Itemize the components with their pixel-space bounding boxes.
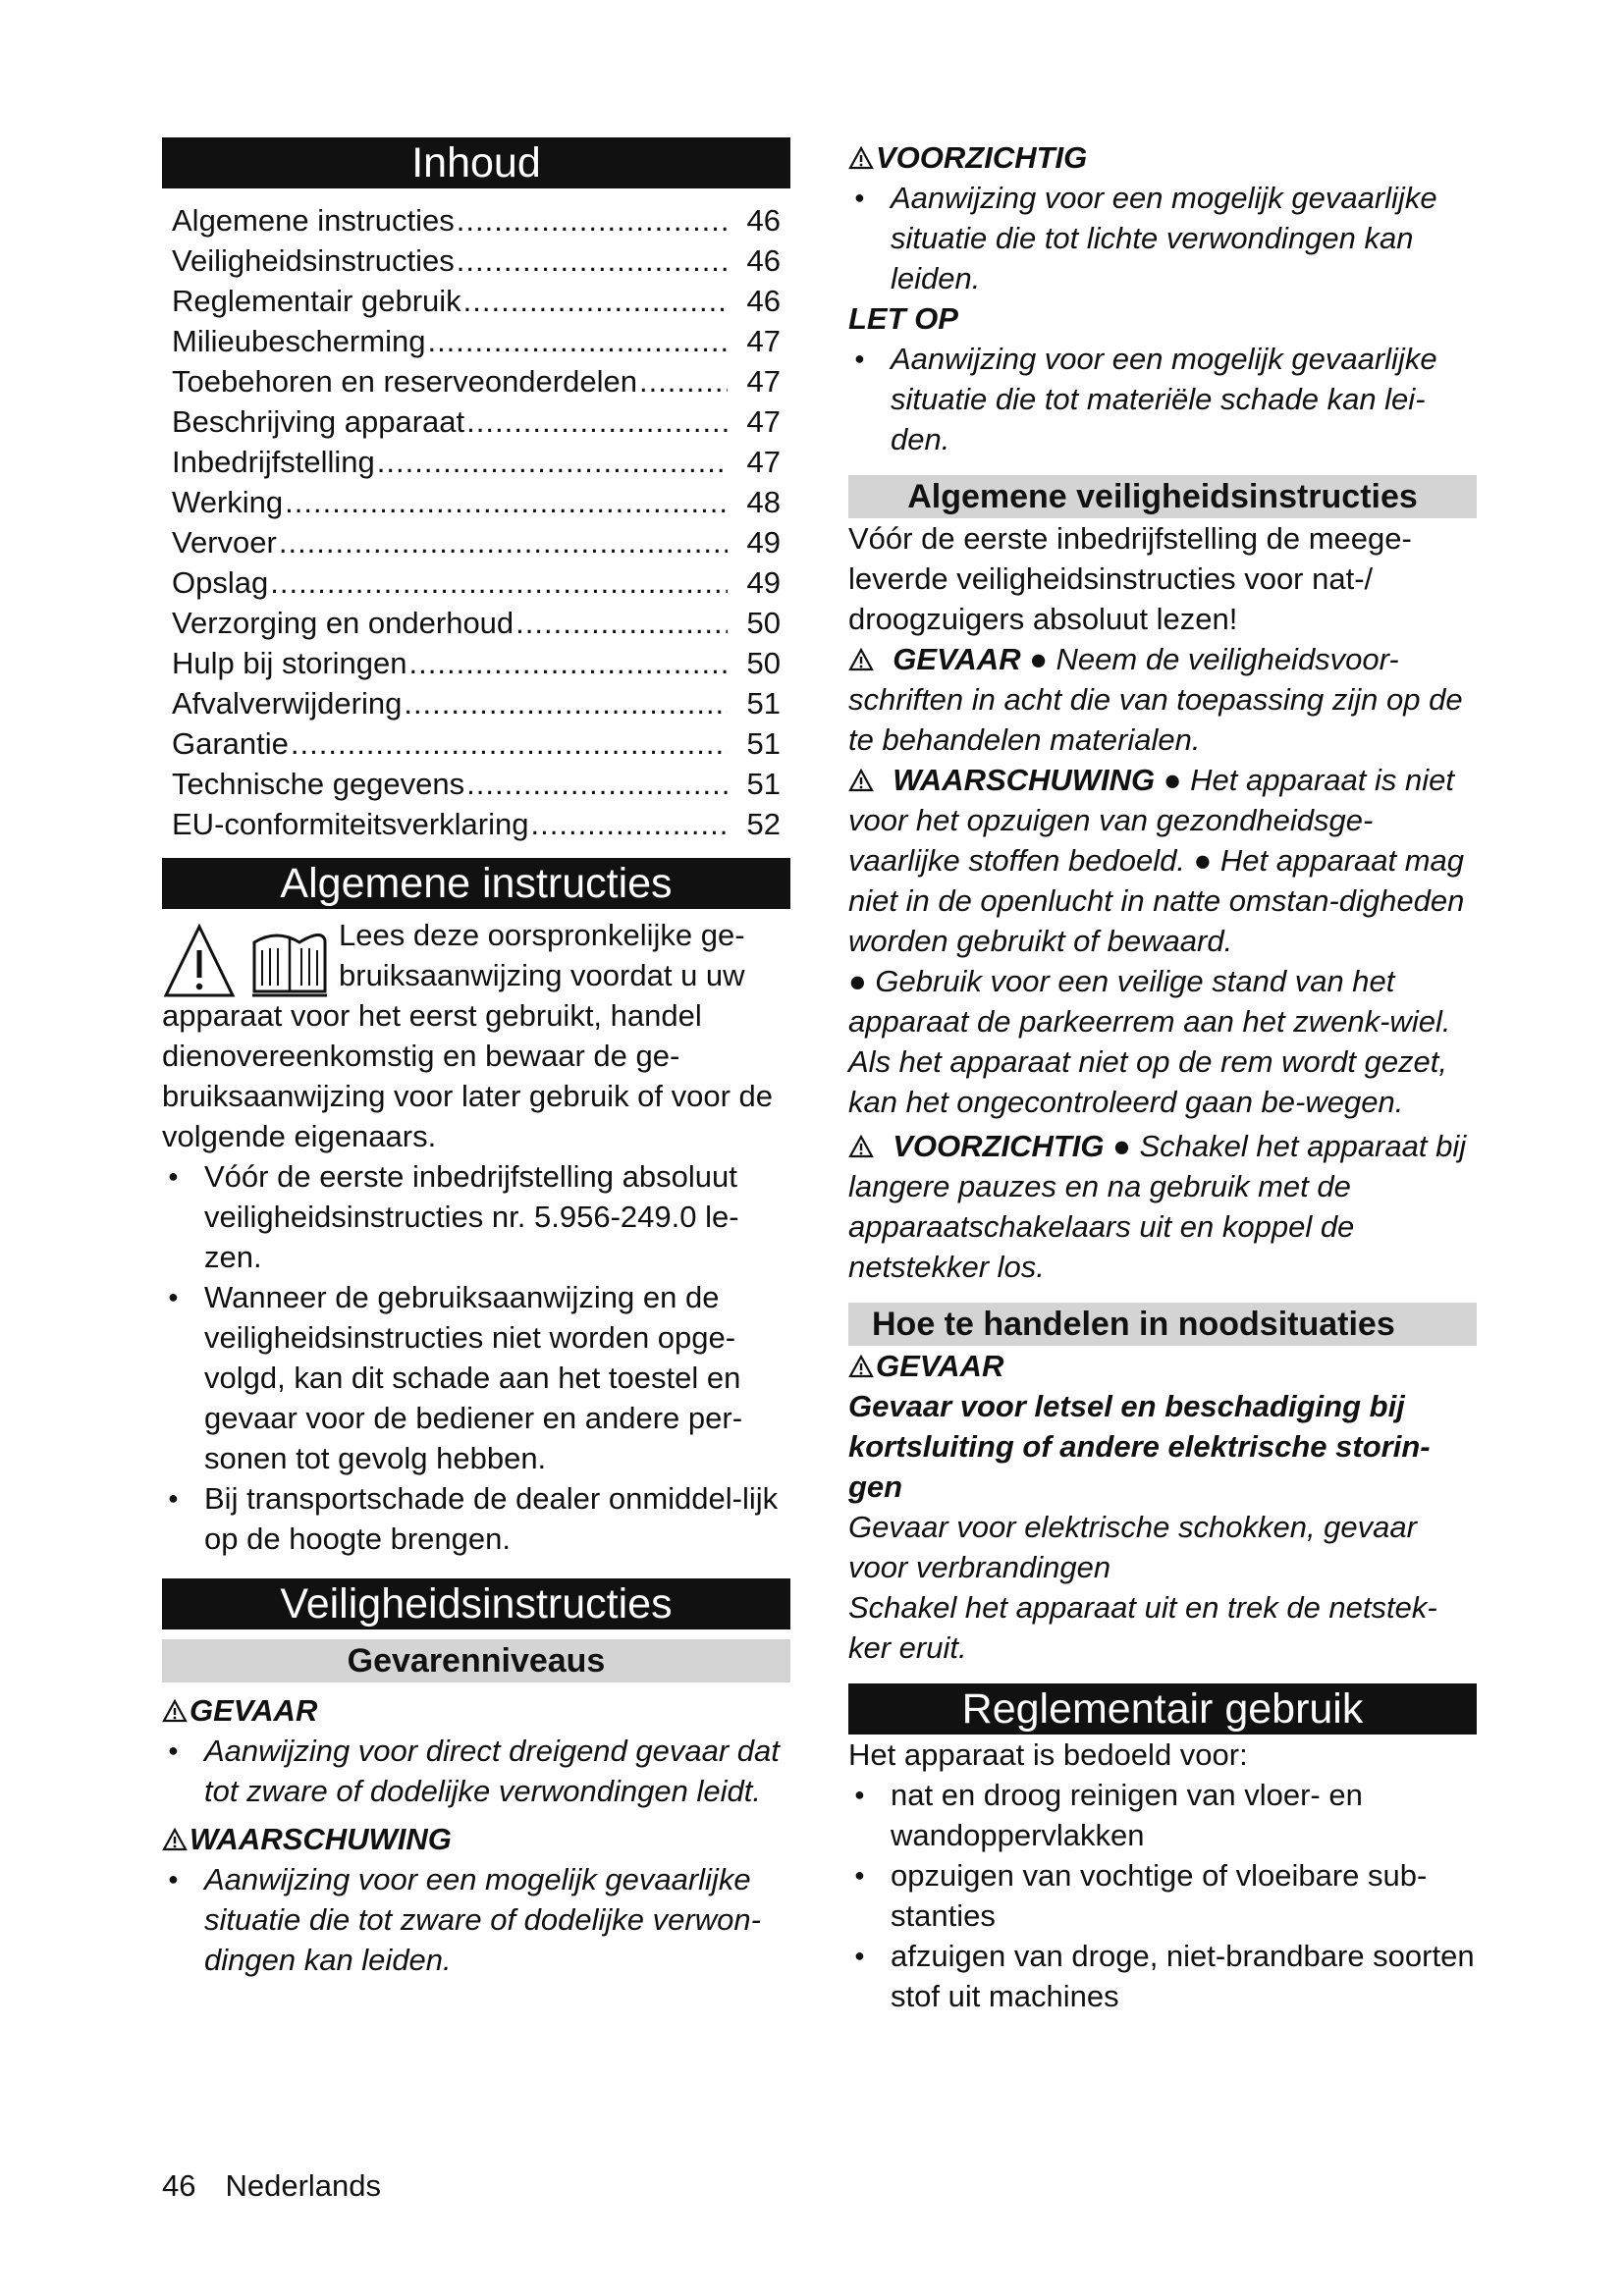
toc-entry-page: 50 (746, 606, 781, 640)
intended-use-list (848, 1775, 1477, 2016)
emergency-danger-label: GEVAAR (848, 1346, 1477, 1386)
toc-entry-page: 46 (746, 243, 781, 278)
toc-entry-page: 51 (746, 686, 781, 721)
general-safety-caution: VOORZICHTIG ● Schakel het apparaat bij langere pauzes en na gebruik met de apparaatschakelaars uit en koppel de netstekker los. (848, 1129, 1467, 1284)
toc-entry-page: 48 (746, 485, 781, 519)
toc-title: Inhoud (162, 137, 790, 188)
warning-triangle-icon (848, 146, 874, 170)
toc-entry-title: Hulp bij storingen (172, 646, 407, 680)
right-column (848, 137, 1477, 2016)
table-of-contents (162, 188, 790, 844)
warning-description: ● Aanwijzing voor een mogelijk gevaarlijke situatie die tot zware of dodelijke verwon-dingen kan leiden. (162, 1859, 790, 1980)
toc-entry-page: 49 (746, 525, 781, 560)
intro-text: apparaat voor het eerst gebruikt, handel dienovereenkomstig en bewaar de ge-bruiksaanwijzing voor later gebruik of voor de volgende eigenaars. (162, 998, 774, 1153)
toc-entry[interactable] (172, 603, 790, 643)
toc-entry-page: 46 (746, 203, 781, 238)
toc-entry[interactable] (172, 401, 790, 442)
general-safety-intro: Vóór de eerste inbedrijfstelling de meege-leverde veiligheidsinstructies voor nat-/ droogzuigers absoluut lezen! (848, 521, 1412, 636)
general-instructions-intro (162, 909, 790, 1156)
toc-entry[interactable] (172, 764, 790, 804)
warning-triangle-icon (162, 1828, 188, 1851)
footer-language: Nederlands (225, 2168, 382, 2203)
emergency-title: Hoe te handelen in noodsituaties (848, 1303, 1477, 1346)
toc-entry[interactable] (172, 281, 790, 321)
caution-description: ● Aanwijzing voor een mogelijk gevaarlijke situatie die tot lichte verwondingen kan leiden. (848, 178, 1477, 298)
left-column (162, 137, 790, 1980)
toc-entry-title: Algemene instructies (172, 203, 455, 238)
toc-entry-title: Vervoer (172, 525, 277, 560)
toc-entry-title: EU-conformiteitsverklaring (172, 807, 529, 841)
toc-entry[interactable] (172, 442, 790, 482)
toc-entry[interactable] (172, 361, 790, 401)
toc-entry[interactable] (172, 482, 790, 522)
toc-entry-title: Opslag (172, 565, 269, 600)
hazard-levels-title: Gevarenniveaus (162, 1639, 790, 1682)
warning-triangle-icon (848, 648, 874, 671)
toc-entry-page: 49 (746, 565, 781, 600)
general-safety-danger: GEVAAR ● Neem de veiligheidsvoor-schriften in acht die van toepassing zijn op de te behandelen materialen. (848, 642, 1463, 757)
notice-label: LET OP (848, 301, 958, 336)
page-number: 46 (162, 2168, 196, 2203)
emergency-text-1: Gevaar voor elektrische schokken, gevaar voor verbrandingen (848, 1510, 1417, 1584)
general-instructions-title: Algemene instructies (162, 858, 790, 909)
warning-triangle-icon (162, 1699, 188, 1723)
warning-label: WAARSCHUWING (162, 1819, 790, 1859)
toc-entry-title: Milieubescherming (172, 324, 426, 358)
intro-line-1: Lees deze oorspronkelijke ge- (339, 918, 745, 952)
toc-entry-page: 50 (746, 646, 781, 680)
toc-entry-title: Inbedrijfstelling (172, 445, 375, 479)
warning-and-manual-icon (162, 921, 335, 1003)
toc-entry-title: Verzorging en onderhoud (172, 606, 514, 640)
toc-entry-title: Technische gegevens (172, 767, 465, 801)
toc-entry-title: Garantie (172, 726, 289, 761)
warning-triangle-icon (848, 1355, 874, 1378)
toc-entry-page: 51 (746, 767, 781, 801)
toc-entry[interactable] (172, 683, 790, 723)
toc-entry-title: Veiligheidsinstructies (172, 243, 455, 278)
danger-label: GEVAAR (162, 1690, 790, 1731)
toc-entry[interactable] (172, 522, 790, 562)
warning-triangle-icon (848, 1135, 874, 1158)
page-footer (162, 2165, 381, 2206)
list-item: ● opzuigen van vochtige of vloeibare sub-stanties (848, 1855, 1477, 1936)
toc-entry-page: 46 (746, 284, 781, 318)
toc-entry[interactable] (172, 723, 790, 764)
intended-use-intro: Het apparaat is bedoeld voor: (848, 1737, 1248, 1772)
toc-entry-page: 47 (746, 445, 781, 479)
toc-entry[interactable] (172, 804, 790, 844)
safety-instructions-title: Veiligheidsinstructies (162, 1578, 790, 1629)
caution-label: VOORZICHTIG (848, 137, 1477, 178)
toc-entry-title: Toebehoren en reserveonderdelen (172, 364, 637, 399)
toc-entry-title: Beschrijving apparaat (172, 404, 465, 439)
toc-entry-page: 47 (746, 404, 781, 439)
toc-entry-title: Werking (172, 485, 284, 519)
toc-entry-page: 52 (746, 807, 781, 841)
danger-description: ● Aanwijzing voor direct dreigend gevaar dat tot zware of dodelijke verwondingen leidt. (162, 1731, 790, 1811)
emergency-text-2: Schakel het apparaat uit en trek de netstek-ker eruit. (848, 1590, 1437, 1665)
toc-entry[interactable] (172, 240, 790, 281)
toc-entry-page: 47 (746, 324, 781, 358)
warning-triangle-icon (848, 769, 874, 792)
notice-description: ● Aanwijzing voor een mogelijk gevaarlijke situatie die tot materiële schade kan lei-den. (848, 339, 1477, 459)
toc-entry[interactable] (172, 321, 790, 361)
general-safety-title: Algemene veiligheidsinstructies (848, 475, 1477, 518)
list-item: ● Wanneer de gebruiksaanwijzing en de veiligheidsinstructies niet worden opge-volgd, kan dit schade aan het toestel en gevaar voor de bediener en andere per-sonen tot gevolg hebben. (162, 1277, 790, 1478)
toc-entry[interactable] (172, 200, 790, 240)
general-safety-warning: WAARSCHUWING ● Het apparaat is niet voor het opzuigen van gezondheidsge-vaarlijke stoffen bedoeld. ● Het apparaat mag niet in de openlucht in natte omstan-digheden worden gebruikt of bewaard. ● Gebruik voor een veilige stand van het apparaat de parkeerrem aan het zwenk-wiel. Als het apparaat niet op de rem wordt gezet, kan het ongecontroleerd gaan be-wegen. (848, 763, 1465, 1119)
list-item: ● Vóór de eerste inbedrijfstelling absoluut veiligheidsinstructies nr. 5.956-249.0 le-zen. (162, 1156, 790, 1277)
intended-use-title: Reglementair gebruik (848, 1683, 1477, 1735)
toc-entry-title: Afvalverwijdering (172, 686, 403, 721)
general-instructions-list (162, 1156, 790, 1559)
list-item: ● afzuigen van droge, niet-brandbare soorten stof uit machines (848, 1936, 1477, 2016)
toc-entry[interactable] (172, 562, 790, 603)
toc-entry-page: 51 (746, 726, 781, 761)
list-item: ● nat en droog reinigen van vloer- en wandoppervlakken (848, 1775, 1477, 1855)
list-item: ● Bij transportschade de dealer onmiddel-lijk op de hoogte brengen. (162, 1478, 790, 1559)
emergency-heading: Gevaar voor letsel en beschadiging bij kortsluiting of andere elektrische storin-gen (848, 1389, 1431, 1504)
toc-entry-title: Reglementair gebruik (172, 284, 461, 318)
intro-line-2: bruiksaanwijzing voordat u uw (339, 958, 745, 992)
toc-entry[interactable] (172, 643, 790, 683)
toc-entry-page: 47 (746, 364, 781, 399)
